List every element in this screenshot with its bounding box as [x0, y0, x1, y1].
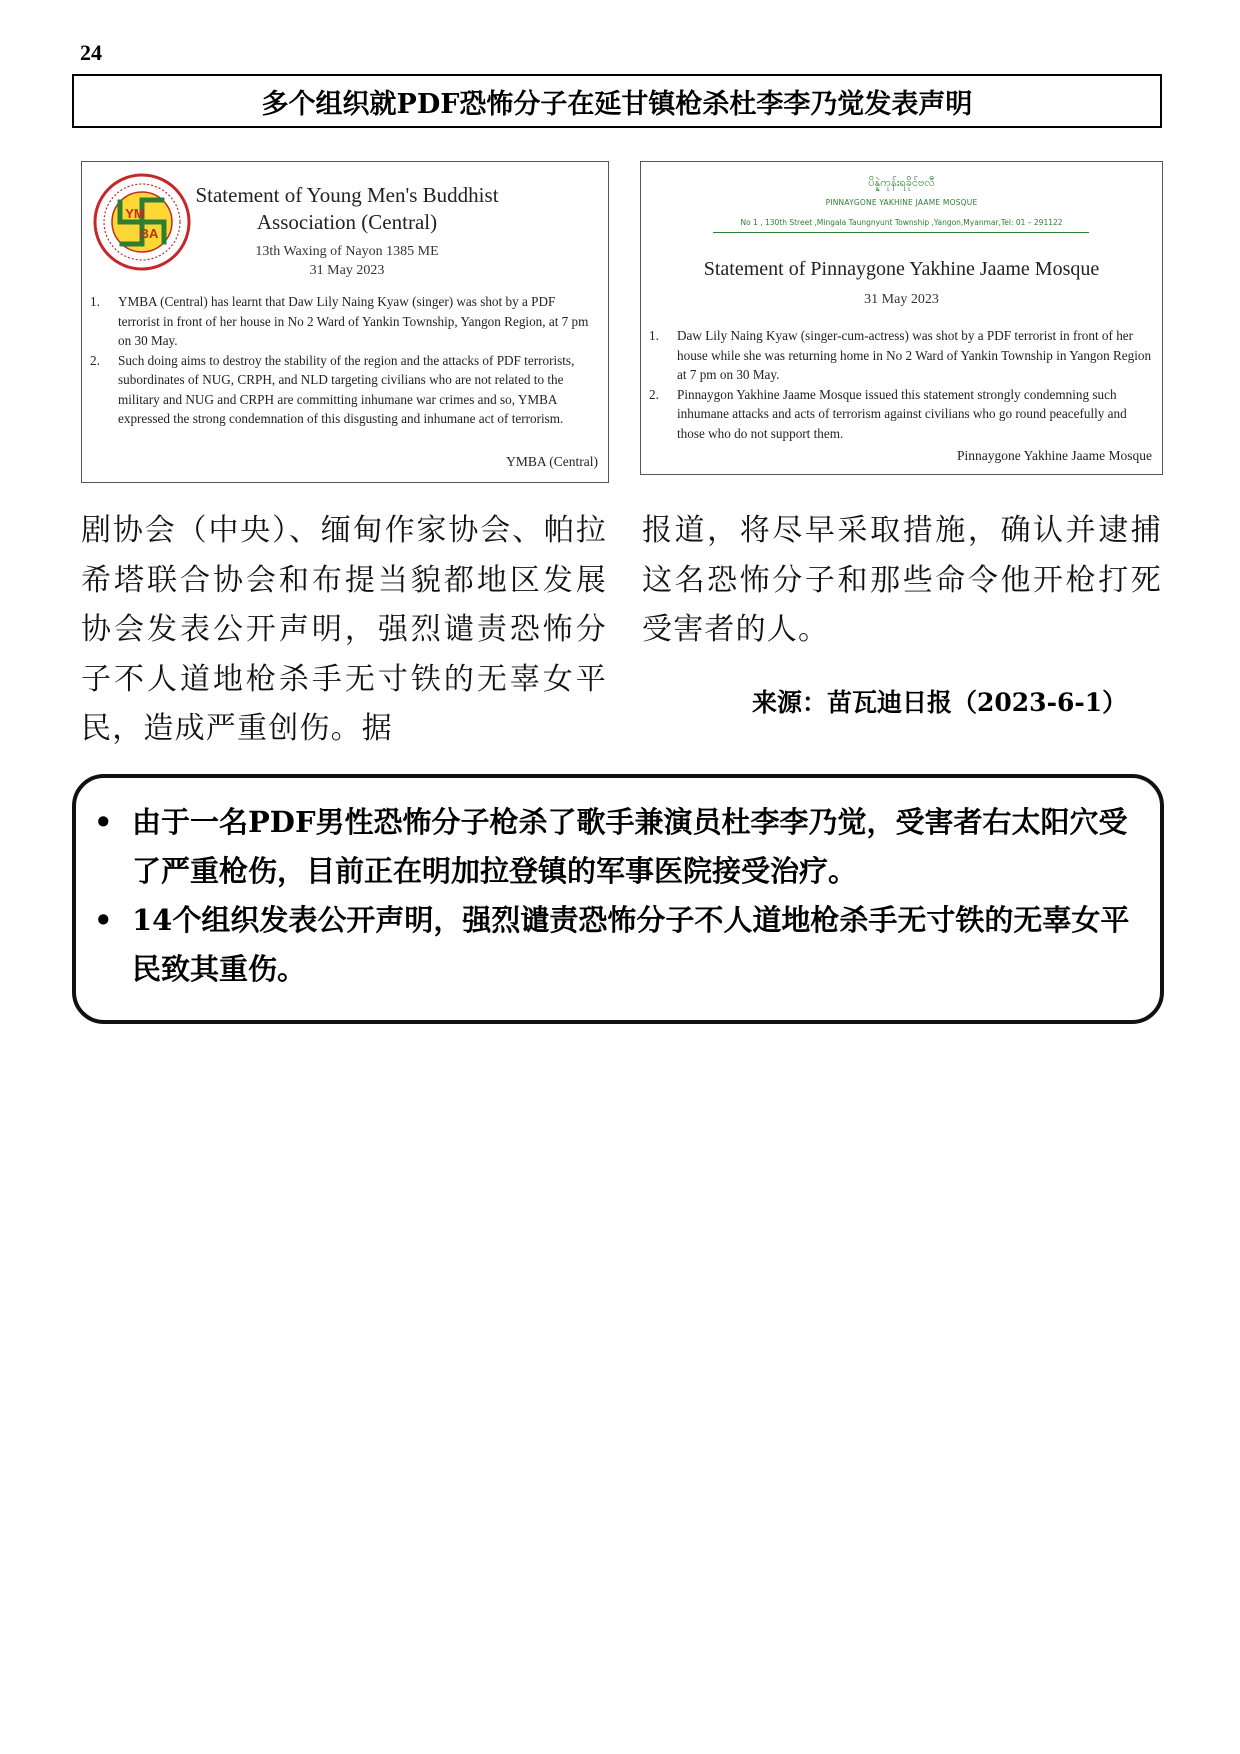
list-number: 1. — [649, 328, 659, 343]
mosque-letterhead-name: PINNAYGONE YAKHINE JAAME MOSQUE — [825, 198, 978, 207]
summary-item — [90, 798, 1150, 896]
letterhead-divider — [713, 232, 1089, 233]
body-text-right-column: 报道，将尽早采取措施，确认并逮捕这名恐怖分子和那些命令他开枪打死受害者的人。 — [642, 513, 1162, 647]
page-title: 多个组织就PDF恐怖分子在延甘镇枪杀杜李李乃觉发表声明 — [72, 74, 1162, 128]
mosque-letterhead-address: No 1 , 130th Street ,Mingala Taungnyunt Township ,Yangon,Myanmar,Tel: 01 – 291122 — [740, 218, 1063, 227]
list-item — [649, 385, 1154, 444]
list-text: Pinnaygon Yakhine Jaame Mosque issued this statement strongly condemning such inhumane attacks and acts of terrorism against civilians who go round peacefully and those who do not support them. — [677, 386, 1127, 441]
list-item — [90, 351, 600, 429]
summary-box — [72, 774, 1164, 1024]
ymba-date — [192, 242, 502, 280]
list-item — [90, 292, 600, 351]
mosque-letterhead-burmese: ပိန္နဲကုန်းရခိုင်ဗလီ — [868, 176, 935, 189]
mosque-statement-list — [649, 326, 1154, 443]
summary-text: 由于一名PDF男性恐怖分子枪杀了歌手兼演员杜李李乃觉，受害者右太阳穴受了严重枪伤，目前正在明加拉登镇的军事医院接受治疗。 — [132, 805, 1128, 888]
mosque-date: 31 May 2023 — [864, 292, 939, 307]
summary-text: 14个组织发表公开声明，强烈谴责恐怖分子不人道地枪杀手无寸铁的无辜女平民致其重伤。 — [132, 903, 1130, 986]
list-number: 1. — [90, 294, 100, 309]
source-citation: 来源：苗瓦迪日报（2023-6-1） — [752, 688, 1128, 717]
bullet-icon: • — [94, 903, 113, 937]
body-text-left-column: 剧协会（中央）、缅甸作家协会、帕拉希塔联合协会和布提当貌都地区发展协会发表公开声明，强烈谴责恐怖分子不人道地枪杀手无寸铁的无辜女平民，造成严重创伤。据 — [81, 513, 607, 746]
list-text: Daw Lily Naing Kyaw (singer-cum-actress) was shot by a PDF terrorist in front of her house while she was returning home in No 2 Ward of Yankin Township in Yangon Region at 7 pm on 30 May. — [677, 328, 1152, 382]
list-text: YMBA (Central) has learnt that Daw Lily Naing Kyaw (singer) was shot by a PDF terrorist in front of her house in No 2 Ward of Yankin Township, Yangon Region, at 7 pm on 30 May. — [118, 294, 589, 348]
mosque-heading: Statement of Pinnaygone Yakhine Jaame Mosque — [703, 258, 1100, 280]
mosque-statement-card — [640, 161, 1163, 475]
ymba-signature: YMBA (Central) — [506, 454, 598, 469]
page-number: 24 — [80, 40, 102, 65]
list-text: Such doing aims to destroy the stability of the region and the attacks of PDF terrorists, subordinates of NUG, CRPH, and NLD targeting civilians who are not related to the military and NUG and CRPH are committing inhumane war crimes and so, YMBA expressed the strong condemnation of this disgusting and inhumane act of terrorism. — [118, 352, 575, 426]
summary-list — [90, 798, 1150, 994]
summary-item — [90, 896, 1150, 994]
list-item — [649, 326, 1154, 385]
bullet-icon: • — [94, 805, 113, 839]
ymba-statement-list — [90, 292, 600, 429]
ymba-heading: Statement of Young Men's Buddhist Association (Central) — [195, 183, 499, 234]
ymba-date-line2: 31 May 2023 — [309, 263, 385, 278]
list-number: 2. — [90, 352, 100, 368]
ymba-logo-bottom-text: BA — [139, 226, 159, 241]
list-number: 2. — [649, 386, 659, 402]
ymba-statement-card — [81, 161, 609, 483]
ymba-date-line1: 13th Waxing of Nayon 1385 ME — [255, 244, 439, 259]
mosque-signature: Pinnaygone Yakhine Jaame Mosque — [957, 448, 1152, 463]
ymba-logo-top-text: YM — [125, 206, 145, 221]
ymba-logo — [92, 172, 192, 272]
